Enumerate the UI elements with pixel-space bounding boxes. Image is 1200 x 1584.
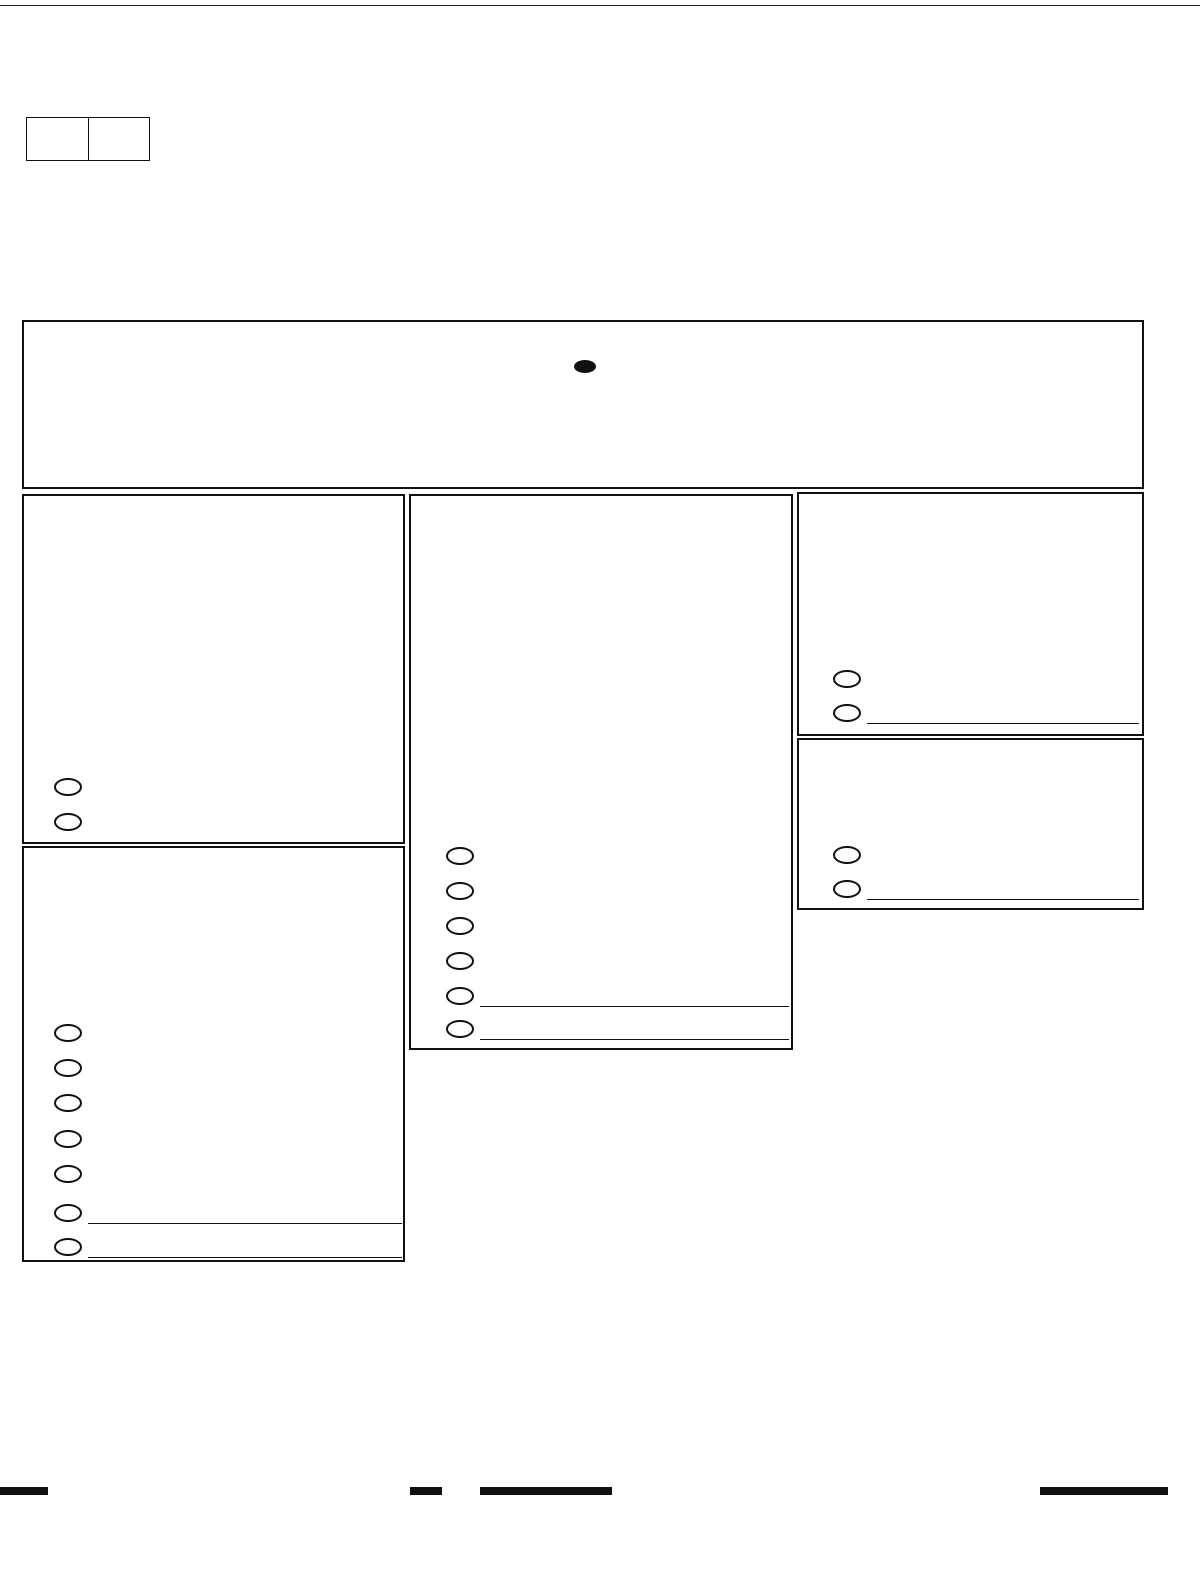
city-mayor-box [797, 492, 1144, 736]
oval-icon[interactable] [833, 670, 861, 688]
oval-icon[interactable] [54, 1024, 82, 1042]
otc-writein-2[interactable] [54, 1238, 402, 1266]
oval-icon[interactable] [54, 1130, 82, 1148]
instructions-main [24, 355, 1142, 378]
oval-icon[interactable] [54, 1204, 82, 1222]
oval-icon[interactable] [446, 1020, 474, 1038]
mayor-candidate[interactable] [833, 670, 871, 692]
oval-icon[interactable] [446, 987, 474, 1005]
otc-candidate[interactable] [54, 1094, 92, 1116]
otc-box [22, 846, 405, 1262]
oval-icon[interactable] [446, 847, 474, 865]
oval-icon[interactable] [446, 917, 474, 935]
oval-icon[interactable] [54, 813, 82, 831]
council-box [797, 738, 1144, 910]
school-candidate[interactable] [446, 917, 484, 939]
special-election-box [22, 494, 405, 844]
council-candidate[interactable] [833, 846, 871, 868]
judges-initials-box[interactable] [26, 117, 150, 161]
footer-mark [0, 1487, 48, 1495]
footer-mark [1040, 1487, 1168, 1495]
school-writein-1[interactable] [446, 987, 789, 1015]
council-writein[interactable] [833, 880, 1139, 908]
mayor-writein[interactable] [833, 704, 1139, 732]
oval-icon[interactable] [833, 880, 861, 898]
otc-candidate[interactable] [54, 1024, 92, 1046]
oval-icon[interactable] [446, 882, 474, 900]
instructions-box [22, 320, 1144, 489]
oval-icon[interactable] [54, 1059, 82, 1077]
oval-icon[interactable] [54, 1238, 82, 1256]
oval-icon[interactable] [54, 778, 82, 796]
option-yes[interactable] [54, 778, 92, 800]
school-district-box [409, 494, 793, 1050]
school-candidate[interactable] [446, 882, 484, 904]
filled-oval-example-icon [574, 360, 596, 373]
otc-candidate[interactable] [54, 1059, 92, 1081]
otc-candidate[interactable] [54, 1165, 92, 1187]
otc-writein-1[interactable] [54, 1204, 402, 1232]
oval-icon[interactable] [54, 1094, 82, 1112]
school-candidate[interactable] [446, 847, 484, 869]
footer-mark [410, 1487, 442, 1495]
top-border-line [0, 5, 1200, 6]
oval-icon[interactable] [54, 1165, 82, 1183]
footer-mark [480, 1487, 612, 1495]
school-writein-2[interactable] [446, 1020, 789, 1048]
oval-icon[interactable] [446, 952, 474, 970]
oval-icon[interactable] [833, 846, 861, 864]
school-candidate[interactable] [446, 952, 484, 974]
option-no[interactable] [54, 813, 92, 835]
oval-icon[interactable] [833, 704, 861, 722]
otc-candidate[interactable] [54, 1130, 92, 1152]
